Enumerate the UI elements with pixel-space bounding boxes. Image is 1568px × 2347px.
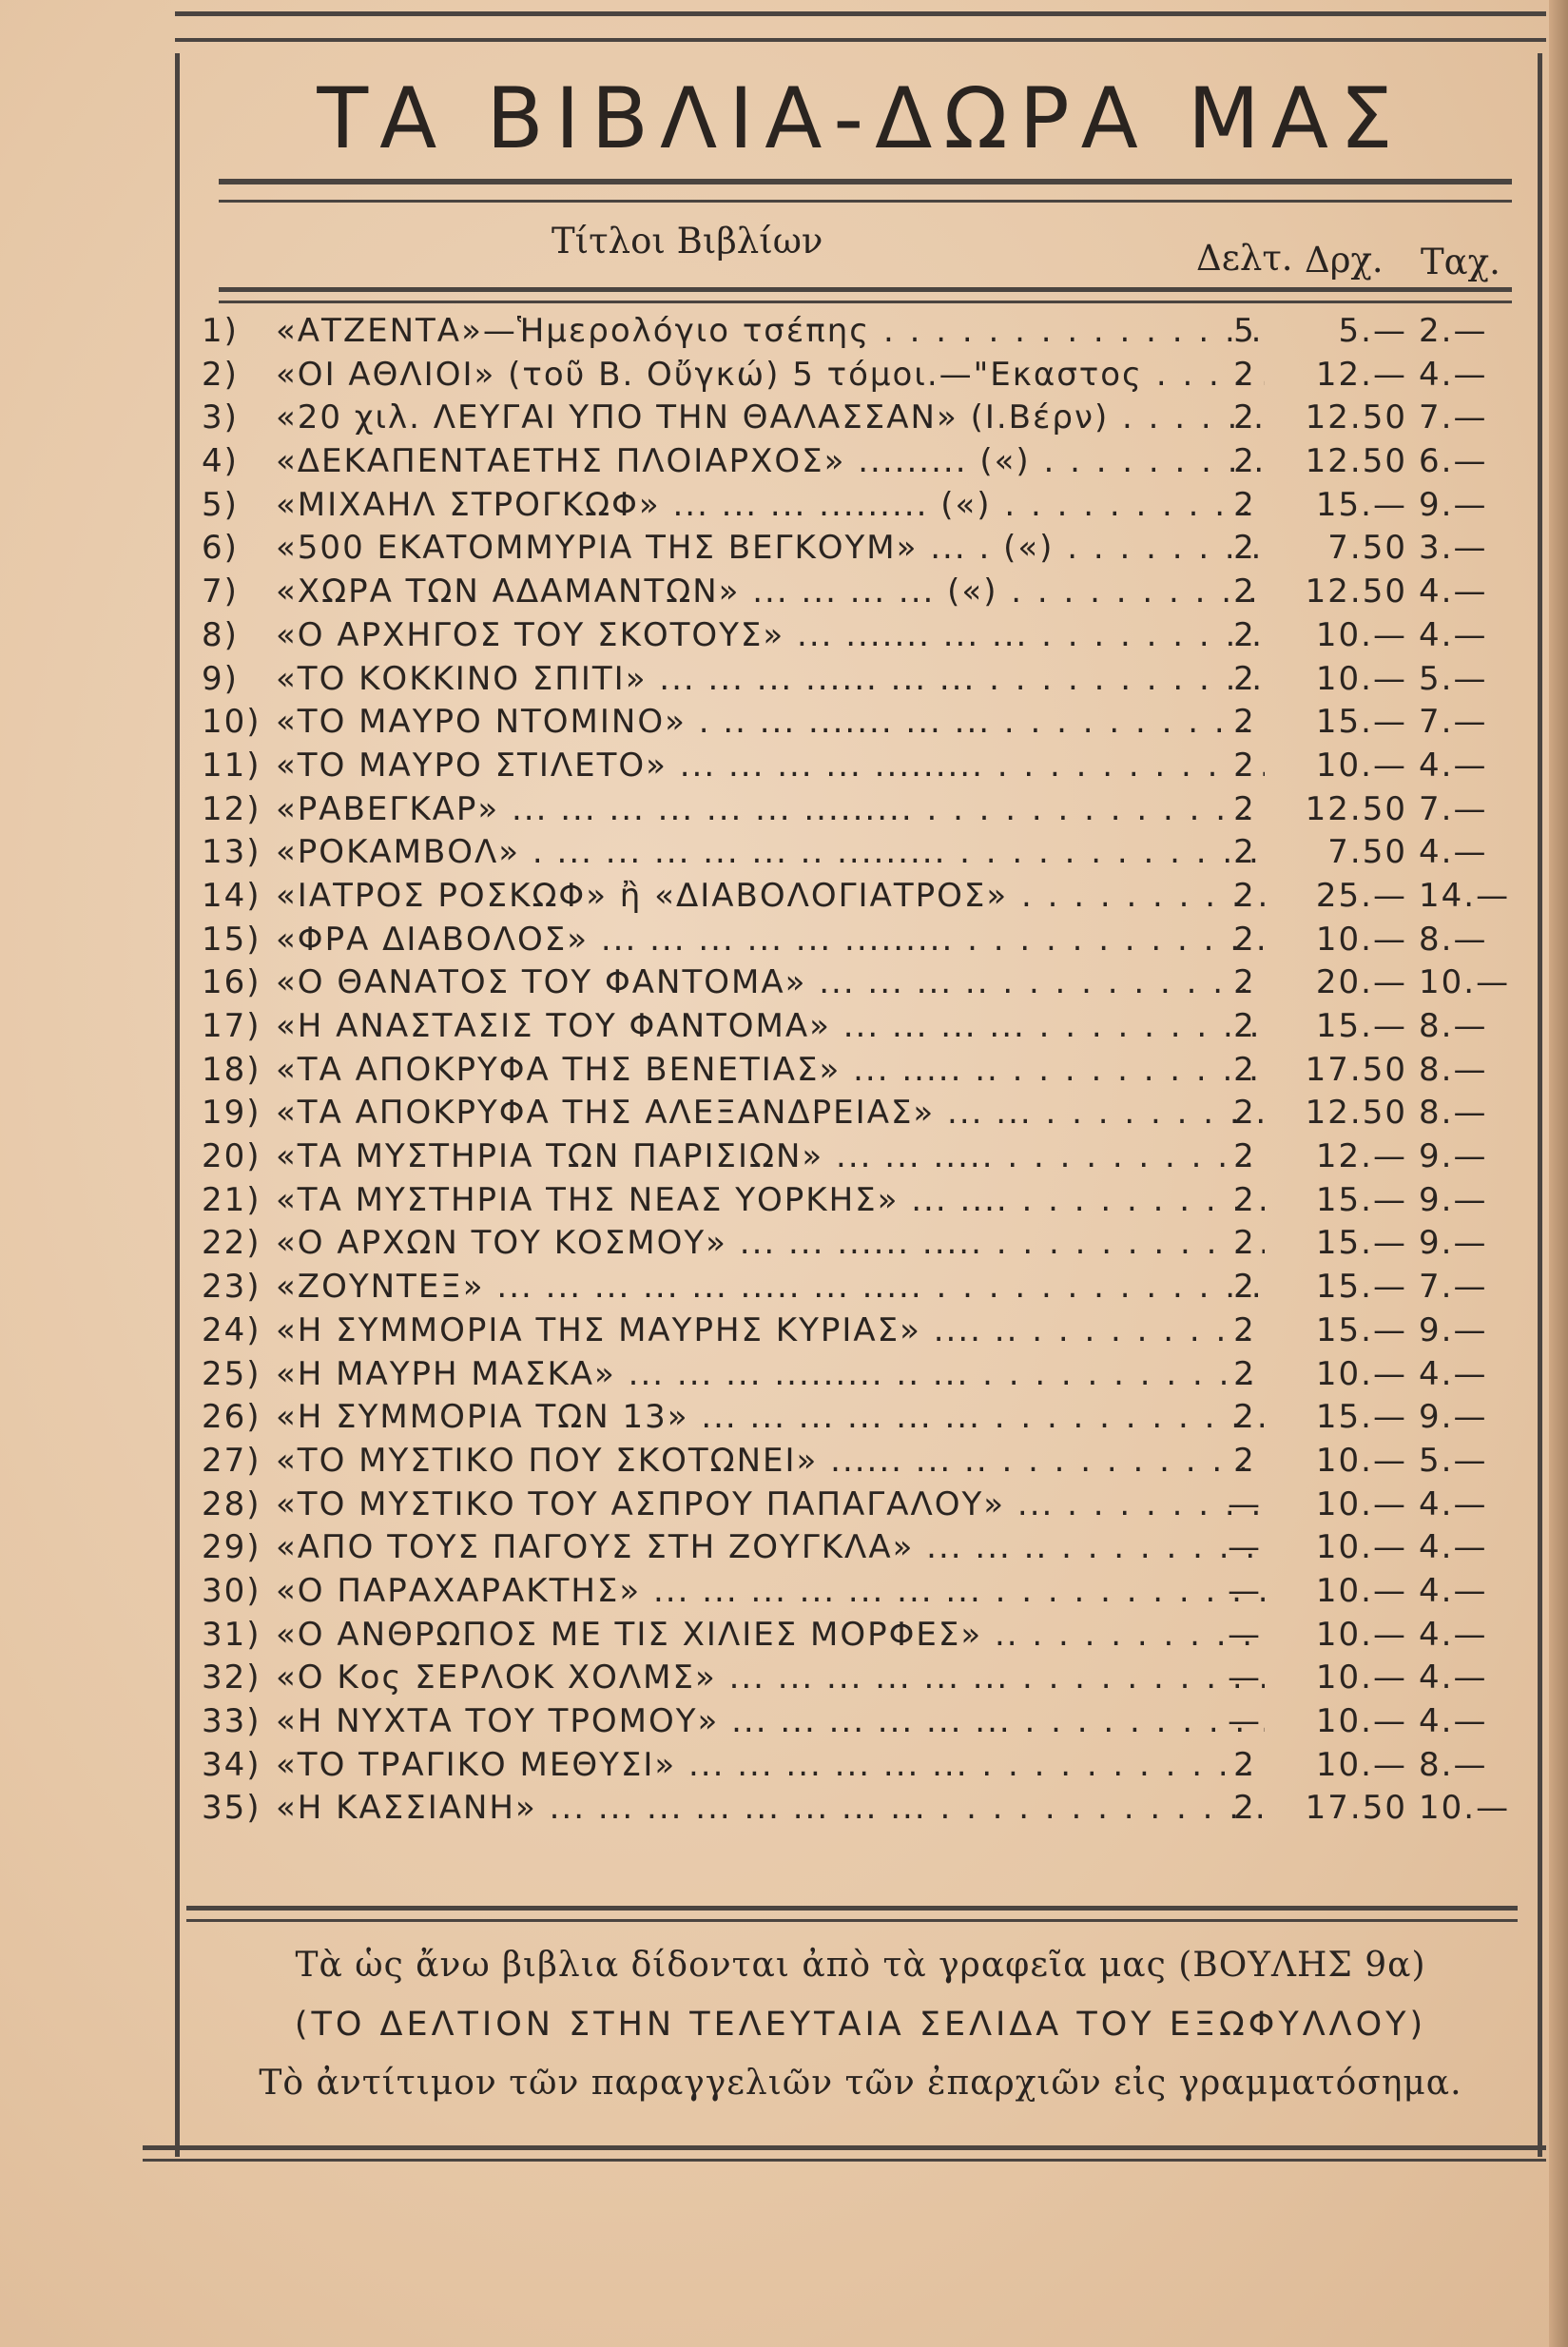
header-titles: Τίτλοι Βιβλίων bbox=[552, 221, 823, 262]
header-rule-1 bbox=[219, 287, 1512, 292]
book-price-tax: 8.— bbox=[1419, 1050, 1488, 1089]
book-row bbox=[202, 745, 1514, 788]
book-row bbox=[202, 310, 1514, 354]
book-price-drx: 10.— bbox=[1315, 615, 1407, 654]
book-price-drx: 10.— bbox=[1315, 746, 1407, 785]
book-price-drx: 12.50 bbox=[1305, 442, 1407, 481]
book-number: 26) bbox=[202, 1398, 261, 1437]
book-delt: — bbox=[1228, 1615, 1262, 1654]
book-row bbox=[202, 1526, 1514, 1570]
book-price-drx: 10.— bbox=[1315, 1658, 1407, 1697]
book-title: «ΤΑ ΑΠΟΚΡΥΦΑ ΤΗΣ ΒΕΝΕΤΙΑΣ» ... ..... .. . . . bbox=[276, 1049, 1265, 1092]
book-row bbox=[202, 788, 1514, 832]
book-row bbox=[202, 440, 1514, 484]
book-delt: 2 bbox=[1233, 920, 1256, 959]
book-price-tax: 4.— bbox=[1419, 355, 1488, 394]
book-delt: 2 bbox=[1233, 615, 1256, 654]
book-number: 31) bbox=[202, 1615, 261, 1654]
book-number: 10) bbox=[202, 703, 261, 742]
book-price-drx: 17.50 bbox=[1305, 1050, 1407, 1089]
book-title: «ΤΟ ΤΡΑΓΙΚΟ ΜΕΘΥΣΙ» ... ... ... ... ... ... . . . bbox=[276, 1744, 1265, 1787]
book-delt: — bbox=[1228, 1702, 1262, 1740]
book-row bbox=[202, 1309, 1514, 1353]
book-price-drx: 7.50 bbox=[1327, 833, 1407, 872]
book-price-drx: 15.— bbox=[1315, 1398, 1407, 1437]
book-title: «ΤΑ ΜΥΣΤΗΡΙΑ ΤΩΝ ΠΑΡΙΣΙΩΝ» ... ... ..... . . . bbox=[276, 1135, 1265, 1178]
book-delt: 2 bbox=[1233, 1050, 1256, 1089]
book-row bbox=[202, 1484, 1514, 1527]
book-number: 5) bbox=[202, 485, 239, 524]
book-number: 24) bbox=[202, 1310, 261, 1349]
book-number: 28) bbox=[202, 1484, 261, 1523]
book-price-tax: 8.— bbox=[1419, 920, 1488, 959]
book-number: 14) bbox=[202, 876, 261, 915]
book-number: 17) bbox=[202, 1007, 261, 1045]
book-price-drx: 15.— bbox=[1315, 1180, 1407, 1219]
book-delt: 2 bbox=[1233, 1310, 1256, 1349]
book-title: «Ο ΠΑΡΑΧΑΡΑΚΤΗΣ» ... ... ... ... ... ... ... . . . bbox=[276, 1570, 1265, 1613]
header-rule-2 bbox=[219, 301, 1512, 303]
book-price-tax: 8.— bbox=[1419, 1094, 1488, 1133]
book-price-drx: 20.— bbox=[1315, 963, 1407, 1002]
book-price-tax: 7.— bbox=[1419, 398, 1488, 437]
book-number: 4) bbox=[202, 442, 239, 481]
book-row bbox=[202, 354, 1514, 398]
book-price-drx: 10.— bbox=[1315, 1702, 1407, 1740]
book-price-tax: 10.— bbox=[1419, 963, 1511, 1002]
book-price-tax: 14.— bbox=[1419, 876, 1511, 915]
book-title: «Ο ΑΝΘΡΩΠΟΣ ΜΕ ΤΙΣ ΧΙΛΙΕΣ ΜΟΡΦΕΣ» .. . . . bbox=[276, 1614, 1265, 1657]
book-row bbox=[202, 1570, 1514, 1614]
bottom-rule-1 bbox=[143, 2145, 1546, 2150]
book-title: «ΤΟ ΜΑΥΡΟ ΣΤΙΛΕΤΟ» ... ... ... ... ......... . . . bbox=[276, 745, 1265, 787]
book-delt: 2 bbox=[1233, 1354, 1256, 1393]
book-row bbox=[202, 658, 1514, 702]
book-delt: 2 bbox=[1233, 703, 1256, 742]
book-row bbox=[202, 1266, 1514, 1309]
book-price-tax: 4.— bbox=[1419, 1702, 1488, 1740]
book-price-tax: 4.— bbox=[1419, 1571, 1488, 1610]
title-rule-1 bbox=[219, 179, 1512, 184]
book-row bbox=[202, 1222, 1514, 1266]
footer-line-3: Τὸ ἀντίτιμον τῶν παραγγελιῶν τῶν ἐπαρχιῶν εἰς γραμματόσημα. bbox=[259, 2064, 1462, 2103]
book-row bbox=[202, 919, 1514, 962]
book-title: «ΜΙΧΑΗΛ ΣΤΡΟΓΚΩΦ» ... ... ... ......... («) . . . bbox=[276, 484, 1265, 527]
book-delt: 2 bbox=[1233, 659, 1256, 698]
book-title: «ΡΟΚΑΜΒΟΛ» . ... ... ... ... ... .. ......... . . . bbox=[276, 831, 1265, 874]
book-row bbox=[202, 1744, 1514, 1788]
book-title: «ΑΠΟ ΤΟΥΣ ΠΑΓΟΥΣ ΣΤΗ ΖΟΥΓΚΛΑ» ... ... .. . . . bbox=[276, 1526, 1265, 1569]
book-delt: 2 bbox=[1233, 1745, 1256, 1784]
book-delt: 2 bbox=[1233, 1398, 1256, 1437]
book-price-drx: 10.— bbox=[1315, 1441, 1407, 1480]
book-number: 8) bbox=[202, 615, 239, 654]
book-title: «Ο ΘΑΝΑΤΟΣ ΤΟΥ ΦΑΝΤΟΜΑ» ... ... ... .. . . . bbox=[276, 961, 1265, 1004]
book-delt: — bbox=[1228, 1658, 1262, 1697]
book-price-drx: 10.— bbox=[1315, 1615, 1407, 1654]
book-number: 30) bbox=[202, 1571, 261, 1610]
book-number: 6) bbox=[202, 529, 239, 568]
book-row bbox=[202, 571, 1514, 614]
top-rule-inner bbox=[175, 38, 1546, 42]
book-title: «Η ΜΑΥΡΗ ΜΑΣΚΑ» ... ... ... ......... .. ... . . . bbox=[276, 1353, 1265, 1396]
book-row bbox=[202, 831, 1514, 875]
book-delt: 2 bbox=[1233, 876, 1256, 915]
book-row bbox=[202, 1700, 1514, 1744]
book-price-tax: 8.— bbox=[1419, 1007, 1488, 1045]
book-title: «ΦΡΑ ΔΙΑΒΟΛΟΣ» ... ... ... ... ... ......... . . . bbox=[276, 919, 1265, 961]
book-price-tax: 9.— bbox=[1419, 1137, 1488, 1176]
book-row bbox=[202, 1049, 1514, 1093]
book-delt: 2 bbox=[1233, 833, 1256, 872]
book-row bbox=[202, 1440, 1514, 1484]
book-row bbox=[202, 614, 1514, 658]
book-price-tax: 6.— bbox=[1419, 442, 1488, 481]
book-price-drx: 10.— bbox=[1315, 1484, 1407, 1523]
book-title: «Ο ΑΡΧΩΝ ΤΟΥ ΚΟΣΜΟΥ» ... ... ...... ..... . . . bbox=[276, 1222, 1265, 1265]
book-delt: 2 bbox=[1233, 442, 1256, 481]
book-number: 22) bbox=[202, 1224, 261, 1263]
book-price-tax: 4.— bbox=[1419, 1615, 1488, 1654]
book-number: 3) bbox=[202, 398, 239, 437]
list-end-rule-1 bbox=[186, 1906, 1518, 1911]
book-delt: 2 bbox=[1233, 485, 1256, 524]
book-title: «20 χιλ. ΛΕΥΓΑΙ ΥΠΟ ΤΗΝ ΘΑΛΑΣΣΑΝ» (Ι.Βέρν) . . . bbox=[276, 397, 1265, 439]
book-price-drx: 7.50 bbox=[1327, 529, 1407, 568]
book-number: 27) bbox=[202, 1441, 261, 1480]
book-title: «ΤΑ ΜΥΣΤΗΡΙΑ ΤΗΣ ΝΕΑΣ ΥΟΡΚΗΣ» ... .... . . . bbox=[276, 1179, 1265, 1222]
book-price-tax: 9.— bbox=[1419, 485, 1488, 524]
book-price-drx: 10.— bbox=[1315, 1354, 1407, 1393]
book-delt: 2 bbox=[1233, 1180, 1256, 1219]
book-delt: 2 bbox=[1233, 398, 1256, 437]
footer-line-1: Τὰ ὡς ἄνω βιβλια δίδονται ἀπὸ τὰ γραφεῖα μας (ΒΟΥΛΗΣ 9α) bbox=[295, 1946, 1426, 1985]
book-price-drx: 12.— bbox=[1315, 1137, 1407, 1176]
book-number: 16) bbox=[202, 963, 261, 1002]
book-number: 1) bbox=[202, 312, 239, 350]
book-price-tax: 4.— bbox=[1419, 1658, 1488, 1697]
book-row bbox=[202, 1396, 1514, 1440]
book-price-drx: 10.— bbox=[1315, 1745, 1407, 1784]
book-title: «Η ΣΥΜΜΟΡΙΑ ΤΗΣ ΜΑΥΡΗΣ ΚΥΡΙΑΣ» .... .. . . . bbox=[276, 1309, 1265, 1352]
book-price-tax: 4.— bbox=[1419, 572, 1488, 611]
book-title: «Η ΑΝΑΣΤΑΣΙΣ ΤΟΥ ΦΑΝΤΟΜΑ» ... ... ... ... . . . bbox=[276, 1005, 1265, 1048]
page-title: ΤΑ ΒΙΒΛΙΑ-ΔΩΡΑ ΜΑΣ bbox=[317, 69, 1404, 167]
book-number: 29) bbox=[202, 1528, 261, 1567]
book-price-tax: 3.— bbox=[1419, 529, 1488, 568]
title-rule-2 bbox=[219, 200, 1512, 203]
book-delt: 2 bbox=[1233, 1224, 1256, 1263]
book-price-tax: 4.— bbox=[1419, 1528, 1488, 1567]
book-delt: 2 bbox=[1233, 789, 1256, 828]
book-title: «ΤΑ ΑΠΟΚΡΥΦΑ ΤΗΣ ΑΛΕΞΑΝΔΡΕΙΑΣ» ... ... . . . bbox=[276, 1092, 1265, 1135]
book-number: 18) bbox=[202, 1050, 261, 1089]
footer-line-2: (ΤΟ ΔΕΛΤΙΟΝ ΣΤΗΝ ΤΕΛΕΥΤΑΙΑ ΣΕΛΙΔΑ ΤΟΥ ΕΞΩΦΥΛΛΟΥ) bbox=[294, 2006, 1427, 2044]
book-price-drx: 12.50 bbox=[1305, 572, 1407, 611]
book-title: «ΧΩΡΑ ΤΩΝ ΑΔΑΜΑΝΤΩΝ» ... ... ... ... («) . . . bbox=[276, 571, 1265, 613]
book-price-tax: 2.— bbox=[1419, 312, 1488, 350]
book-row bbox=[202, 1092, 1514, 1135]
book-price-tax: 7.— bbox=[1419, 703, 1488, 742]
book-title: «ΟΙ ΑΘΛΙΟΙ» (τοῦ Β. Οὔγκώ) 5 τόμοι.—"Εκαστος . . . bbox=[276, 354, 1265, 397]
book-delt: — bbox=[1228, 1571, 1262, 1610]
header-drx: Δρχ. bbox=[1305, 240, 1384, 281]
book-title: «ΤΟ ΚΟΚΚΙΝΟ ΣΠΙΤΙ» ... ... ... ...... ... ... . . . bbox=[276, 658, 1265, 701]
header-tax: Ταχ. bbox=[1421, 242, 1500, 282]
book-title: «ΤΟ ΜΥΣΤΙΚΟ ΤΟΥ ΑΣΠΡΟΥ ΠΑΠΑΓΑΛΟΥ» ... . . . bbox=[276, 1484, 1265, 1526]
book-number: 20) bbox=[202, 1137, 261, 1176]
book-title: «Ο Κος ΣΕΡΛΟΚ ΧΟΛΜΣ» ... ... ... ... ... ... . . . bbox=[276, 1657, 1265, 1699]
book-list bbox=[202, 310, 1514, 1831]
book-price-tax: 7.— bbox=[1419, 789, 1488, 828]
book-delt: 2 bbox=[1233, 1007, 1256, 1045]
book-delt: 2 bbox=[1233, 355, 1256, 394]
book-delt: 2 bbox=[1233, 1268, 1256, 1307]
book-price-drx: 15.— bbox=[1315, 1224, 1407, 1263]
book-price-tax: 5.— bbox=[1419, 659, 1488, 698]
book-price-drx: 15.— bbox=[1315, 703, 1407, 742]
book-price-drx: 12.— bbox=[1315, 355, 1407, 394]
book-delt: 2 bbox=[1233, 529, 1256, 568]
book-number: 15) bbox=[202, 920, 261, 959]
book-number: 23) bbox=[202, 1268, 261, 1307]
book-price-tax: 9.— bbox=[1419, 1310, 1488, 1349]
book-row bbox=[202, 701, 1514, 745]
book-title: «Η ΚΑΣΣΙΑΝΗ» ... ... ... ... ... ... ... ... . . . bbox=[276, 1787, 1265, 1830]
book-price-tax: 4.— bbox=[1419, 833, 1488, 872]
book-price-drx: 15.— bbox=[1315, 1310, 1407, 1349]
book-number: 34) bbox=[202, 1745, 261, 1784]
book-number: 12) bbox=[202, 789, 261, 828]
book-delt: 2 bbox=[1233, 1789, 1256, 1828]
book-row bbox=[202, 527, 1514, 571]
book-delt: 2 bbox=[1233, 1137, 1256, 1176]
book-row bbox=[202, 1179, 1514, 1223]
book-delt: 2 bbox=[1233, 963, 1256, 1002]
book-row bbox=[202, 1005, 1514, 1049]
book-row bbox=[202, 484, 1514, 528]
book-number: 25) bbox=[202, 1354, 261, 1393]
book-title: «ΙΑΤΡΟΣ ΡΟΣΚΩΦ» ἢ «ΔΙΑΒΟΛΟΓΙΑΤΡΟΣ» . . . bbox=[276, 875, 1265, 918]
book-price-drx: 10.— bbox=[1315, 659, 1407, 698]
book-price-tax: 10.— bbox=[1419, 1789, 1511, 1828]
book-row bbox=[202, 1353, 1514, 1397]
book-row bbox=[202, 1135, 1514, 1179]
list-end-rule-2 bbox=[186, 1919, 1518, 1922]
book-price-drx: 10.— bbox=[1315, 920, 1407, 959]
book-delt: — bbox=[1228, 1528, 1262, 1567]
book-row bbox=[202, 397, 1514, 440]
book-row bbox=[202, 1657, 1514, 1700]
book-title: «Η ΣΥΜΜΟΡΙΑ ΤΩΝ 13» ... ... ... ... ... ... . . . bbox=[276, 1396, 1265, 1439]
book-delt: 2 bbox=[1233, 1094, 1256, 1133]
book-price-drx: 12.50 bbox=[1305, 398, 1407, 437]
book-number: 2) bbox=[202, 355, 239, 394]
book-number: 21) bbox=[202, 1180, 261, 1219]
top-rule-outer bbox=[175, 11, 1546, 16]
book-title: «ΖΟΥΝΤΕΞ» ... ... ... ... ... ..... ... ..... . . . bbox=[276, 1266, 1265, 1309]
book-price-drx: 10.— bbox=[1315, 1571, 1407, 1610]
book-number: 35) bbox=[202, 1789, 261, 1828]
book-title: «ΤΟ ΜΑΥΡΟ ΝΤΟΜΙΝΟ» . .. ... ....... ... ... . . . bbox=[276, 701, 1265, 744]
book-title: «Ο ΑΡΧΗΓΟΣ ΤΟΥ ΣΚΟΤΟΥΣ» ... ....... ... ... . . . bbox=[276, 614, 1265, 657]
book-number: 11) bbox=[202, 746, 261, 785]
book-title: «ΑΤΖΕΝΤΑ»—Ἡμερολόγιο τσέπης . . . bbox=[276, 310, 1265, 353]
book-price-tax: 8.— bbox=[1419, 1745, 1488, 1784]
book-title: «500 ΕΚΑΤΟΜΜΥΡΙΑ ΤΗΣ ΒΕΓΚΟΥΜ» ... . («) . . . bbox=[276, 527, 1265, 570]
book-price-drx: 15.— bbox=[1315, 1007, 1407, 1045]
book-number: 7) bbox=[202, 572, 239, 611]
book-price-drx: 25.— bbox=[1315, 876, 1407, 915]
book-delt: 2 bbox=[1233, 572, 1256, 611]
book-number: 19) bbox=[202, 1094, 261, 1133]
footer-notes bbox=[181, 1936, 1540, 2113]
book-price-drx: 15.— bbox=[1315, 485, 1407, 524]
book-title: «ΤΟ ΜΥΣΤΙΚΟ ΠΟΥ ΣΚΟΤΩΝΕΙ» ...... ... .. . . . bbox=[276, 1440, 1265, 1483]
book-delt: 5 bbox=[1233, 312, 1256, 350]
book-number: 13) bbox=[202, 833, 261, 872]
book-price-drx: 12.50 bbox=[1305, 789, 1407, 828]
book-delt: 2 bbox=[1233, 1441, 1256, 1480]
page-edge bbox=[1549, 0, 1568, 2347]
book-price-tax: 9.— bbox=[1419, 1224, 1488, 1263]
book-price-tax: 9.— bbox=[1419, 1180, 1488, 1219]
book-number: 33) bbox=[202, 1702, 261, 1740]
book-delt: 2 bbox=[1233, 746, 1256, 785]
book-price-drx: 12.50 bbox=[1305, 1094, 1407, 1133]
book-row bbox=[202, 1614, 1514, 1658]
book-price-tax: 4.— bbox=[1419, 1484, 1488, 1523]
book-price-tax: 4.— bbox=[1419, 746, 1488, 785]
book-row bbox=[202, 961, 1514, 1005]
book-price-tax: 4.— bbox=[1419, 615, 1488, 654]
header-delt: Δελτ. bbox=[1196, 238, 1293, 279]
book-delt: — bbox=[1228, 1484, 1262, 1523]
book-price-drx: 10.— bbox=[1315, 1528, 1407, 1567]
book-price-drx: 5.— bbox=[1338, 312, 1407, 350]
book-price-drx: 15.— bbox=[1315, 1268, 1407, 1307]
book-row bbox=[202, 875, 1514, 919]
book-row bbox=[202, 1787, 1514, 1831]
book-price-tax: 7.— bbox=[1419, 1268, 1488, 1307]
book-price-tax: 5.— bbox=[1419, 1441, 1488, 1480]
book-price-drx: 17.50 bbox=[1305, 1789, 1407, 1828]
book-price-tax: 9.— bbox=[1419, 1398, 1488, 1437]
book-number: 9) bbox=[202, 659, 239, 698]
book-number: 32) bbox=[202, 1658, 261, 1697]
bottom-rule-2 bbox=[143, 2159, 1546, 2162]
book-title: «ΡΑΒΕΓΚΑΡ» ... ... ... ... ... ... ......... . . . bbox=[276, 788, 1265, 831]
book-title: «ΔΕΚΑΠΕΝΤΑΕΤΗΣ ΠΛΟΙΑΡΧΟΣ» ......... («) . . . bbox=[276, 440, 1265, 483]
book-title: «Η ΝΥΧΤΑ ΤΟΥ ΤΡΟΜΟΥ» ... ... ... ... ... ... . . . bbox=[276, 1700, 1265, 1743]
book-price-tax: 4.— bbox=[1419, 1354, 1488, 1393]
